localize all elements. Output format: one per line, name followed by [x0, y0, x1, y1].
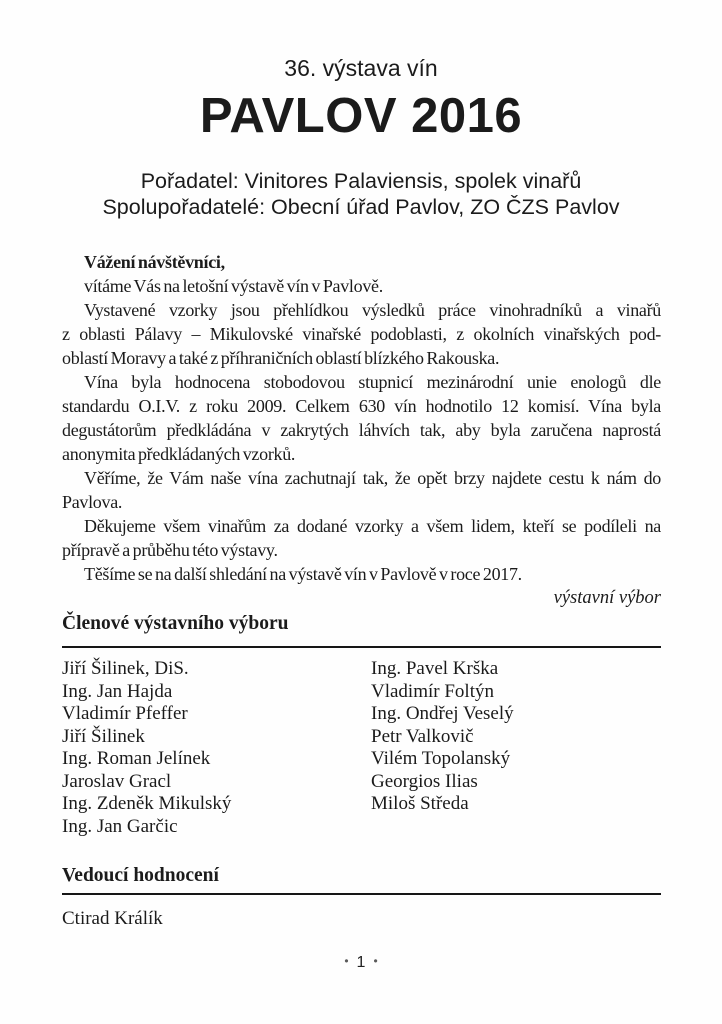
committee-column-left [62, 658, 371, 838]
section-divider [62, 893, 661, 895]
paragraph-line: z oblasti Pálavy – Mikulovské vinařské podoblasti, z okolních vinařských pod- [62, 324, 661, 344]
page-number: 1 [356, 954, 366, 971]
evaluation-heading: Vedoucí hodnocení [62, 865, 219, 886]
committee-member: Jiří Šilinek, DiS. [62, 658, 189, 679]
committee-columns [62, 658, 661, 838]
committee-section [62, 612, 661, 838]
committee-member: Ing. Roman Jelínek [62, 748, 211, 769]
paragraph-line: Těšíme se na další shledání na výstavě vín v Pavlově v roce 2017. [84, 564, 522, 584]
committee-member: Ing. Jan Hajda [62, 680, 173, 702]
section-divider [62, 646, 661, 648]
committee-member: Ing. Zdeněk Mikulský [62, 793, 232, 814]
paragraph-line: Děkujeme všem vinařům za dodané vzorky a všem lidem, kteří se podíleli na [84, 516, 661, 536]
committee-member: Vilém Topolanský [371, 748, 511, 769]
committee-member: Georgios Ilias [371, 770, 478, 792]
committee-member: Vladimír Foltýn [371, 680, 494, 702]
committee-member: Ing. Pavel Krška [371, 658, 499, 679]
page-number-bullet-icon: • [344, 954, 349, 968]
committee-member: Ing. Jan Garčic [62, 815, 178, 837]
paragraph-line: vítáme Vás na letošní výstavě vín v Pavlově. [84, 276, 383, 296]
committee-member: Petr Valkovič [371, 725, 474, 747]
paragraph-line: Věříme, že Vám naše vína zachutnají tak, že opět brzy najdete cestu k nám do [84, 468, 661, 488]
co-organizer-line: Spolupořadatelé: Obecní úřad Pavlov, ZO ČZS Pavlov [102, 195, 620, 219]
committee-member: Jiří Šilinek [62, 725, 145, 747]
paragraph-line: Vína byla hodnocena stobodovou stupnicí mezinárodní unie enologů dle [84, 372, 661, 392]
evaluation-section [62, 864, 661, 931]
paragraph-line: přípravě a průběhu této výstavy. [62, 540, 278, 560]
committee-signature: výstavní výbor [553, 588, 661, 608]
organizer-line: Pořadatel: Vinitores Palaviensis, spolek vinařů [140, 169, 582, 193]
intro-text [62, 250, 661, 586]
organizer-block [0, 168, 722, 220]
exhibition-subtitle: 36. výstava vín [284, 55, 438, 81]
committee-heading: Členové výstavního výboru [62, 613, 289, 634]
paragraph-line: Vystavené vzorky jsou přehlídkou výsledků práce vinohradníků a vinařů [84, 300, 661, 320]
page-footer [0, 954, 722, 972]
paragraph-line: oblastí Moravy a také z příhraničních oblastí blízkého Rakouska. [62, 348, 500, 368]
page-title: PAVLOV 2016 [199, 89, 523, 143]
committee-column-right [371, 658, 661, 838]
paragraph-line: standardu O.I.V. z roku 2009. Celkem 630 vín hodnotilo 12 komisí. Vína byla [62, 396, 661, 416]
evaluation-leader: Ctirad Králík [62, 908, 163, 929]
paragraph-line: anonymita předkládaných vzorků. [62, 444, 296, 464]
paragraph-line: Pavlova. [62, 492, 123, 512]
committee-member: Miloš Středa [371, 793, 469, 814]
committee-member: Jaroslav Gracl [62, 770, 172, 792]
committee-member: Vladimír Pfeffer [62, 703, 188, 724]
page-number-bullet-icon: • [373, 954, 378, 968]
paragraph-line: degustátorům předkládána v zakrytých láhvích tak, aby byla zaručena naprostá [62, 420, 661, 440]
paragraph-line: Vážení návštěvníci, [84, 252, 225, 272]
committee-member: Ing. Ondřej Veselý [371, 703, 514, 724]
